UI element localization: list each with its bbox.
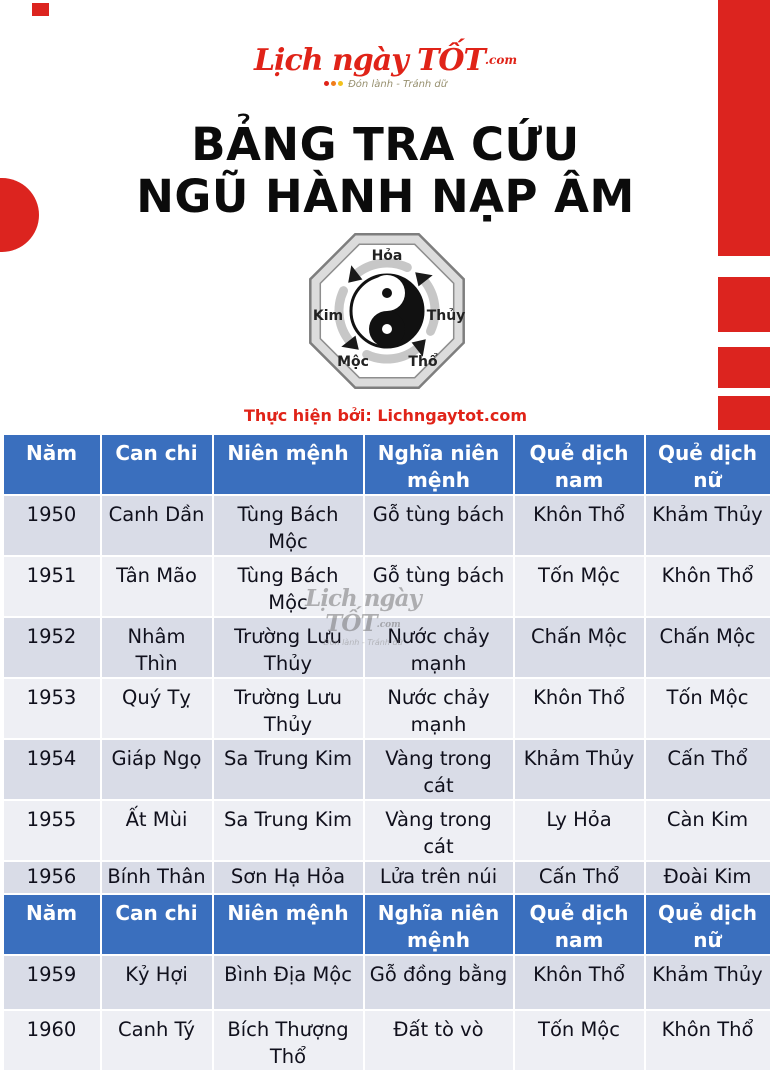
col-header-nghia: Nghĩa niên mệnh	[364, 434, 514, 495]
cell-nienmenh: Trường Lưu Thủy	[213, 617, 364, 678]
cell-nienmenh: Tùng Bách Mộc	[213, 556, 364, 617]
cell-nienmenh: Bình Địa Mộc	[213, 955, 364, 1010]
table-row-1956	[3, 861, 771, 894]
cell-quedich-nu: Khảm Thủy	[645, 955, 771, 1010]
cell-quedich-nu: Khảm Thủy	[645, 495, 771, 556]
cell-quedich-nam: Tốn Mộc	[514, 556, 645, 617]
logo-domain-suffix: .com	[485, 53, 517, 67]
table-row-1951	[3, 556, 771, 617]
octagon-yinyang-icon	[302, 226, 472, 396]
cell-canchi: Ất Mùi	[101, 800, 213, 861]
cell-quedich-nam: Chấn Mộc	[514, 617, 645, 678]
cell-canchi: Canh Tý	[101, 1010, 213, 1071]
cell-year: 1953	[3, 678, 101, 739]
watermark-tagline: Đón lành - Tránh dữ	[296, 638, 431, 648]
red-mark-top-left	[32, 3, 49, 16]
label-tho: Thổ	[408, 353, 438, 370]
col-header-canchi: Can chi	[101, 434, 213, 495]
col-header-nghia: Nghĩa niên mệnh	[364, 894, 514, 955]
table-row-1953	[3, 678, 771, 739]
cell-nghia: Lửa trên núi	[364, 861, 514, 894]
cell-year: 1955	[3, 800, 101, 861]
cell-year: 1952	[3, 617, 101, 678]
table-row-1952	[3, 617, 771, 678]
col-header-nam: Năm	[3, 894, 101, 955]
credit-line: Thực hiện bởi: Lichngaytot.com	[2, 406, 770, 426]
table-row-1955	[3, 800, 771, 861]
col-header-nienmenh: Niên mệnh	[213, 894, 364, 955]
page-title-line2: NGŨ HÀNH NẠP ÂM	[2, 171, 770, 223]
col-header-quedich-nam: Quẻ dịch nam	[514, 894, 645, 955]
cell-canchi: Nhâm Thìn	[101, 617, 213, 678]
cell-nienmenh: Trường Lưu Thủy	[213, 678, 364, 739]
cell-quedich-nam: Khảm Thủy	[514, 739, 645, 800]
table-header-row-2	[3, 894, 771, 955]
cell-quedich-nu: Chấn Mộc	[645, 617, 771, 678]
cell-year: 1956	[3, 861, 101, 894]
watermark-name: Lịch ngày TỐT	[305, 585, 421, 637]
cell-year: 1960	[3, 1010, 101, 1071]
col-header-quedich-nu: Quẻ dịch nữ	[645, 434, 771, 495]
cell-nghia: Gỗ đồng bằng	[364, 955, 514, 1010]
red-square-right-1	[718, 277, 770, 332]
five-elements-diagram	[302, 226, 472, 396]
cell-nghia: Đất tò vò	[364, 1010, 514, 1071]
cell-quedich-nam: Khôn Thổ	[514, 678, 645, 739]
site-logo	[2, 44, 770, 91]
cell-nghia: Vàng trong cát	[364, 800, 514, 861]
red-square-right-2	[718, 347, 770, 388]
cell-quedich-nam: Ly Hỏa	[514, 800, 645, 861]
label-kim: Kim	[312, 308, 342, 324]
document-page	[2, 0, 770, 1024]
cell-canchi: Tân Mão	[101, 556, 213, 617]
tagline-text: Đón lành - Tránh dữ	[348, 79, 447, 90]
cell-nienmenh: Tùng Bách Mộc	[213, 495, 364, 556]
table-row-1954	[3, 739, 771, 800]
cell-quedich-nu: Tốn Mộc	[645, 678, 771, 739]
tagline-dot-red	[324, 81, 329, 86]
cell-nghia: Gỗ tùng bách	[364, 495, 514, 556]
cell-quedich-nu: Cấn Thổ	[645, 739, 771, 800]
cell-quedich-nam: Tốn Mộc	[514, 1010, 645, 1071]
col-header-nienmenh: Niên mệnh	[213, 434, 364, 495]
cell-nghia: Nước chảy mạnh	[364, 678, 514, 739]
logo-name: Lịch ngày TỐT	[254, 43, 485, 78]
label-thuy: Thủy	[426, 308, 465, 324]
cell-canchi: Bính Thân	[101, 861, 213, 894]
cell-nienmenh: Sơn Hạ Hỏa	[213, 861, 364, 894]
col-header-canchi: Can chi	[101, 894, 213, 955]
cell-quedich-nam: Khôn Thổ	[514, 955, 645, 1010]
cell-nghia: Vàng trong cát	[364, 739, 514, 800]
cell-year: 1959	[3, 955, 101, 1010]
col-header-quedich-nam: Quẻ dịch nam	[514, 434, 645, 495]
table-row-1959	[3, 955, 771, 1010]
cell-canchi: Giáp Ngọ	[101, 739, 213, 800]
cell-quedich-nu: Càn Kim	[645, 800, 771, 861]
napam-lookup-table	[2, 433, 771, 1072]
logo-text	[2, 44, 770, 77]
table-row-1950	[3, 495, 771, 556]
cell-nienmenh: Bích Thượng Thổ	[213, 1010, 364, 1071]
tagline-dot-orange	[331, 81, 336, 86]
label-moc: Mộc	[337, 354, 369, 370]
yin-yang-icon	[351, 275, 423, 347]
label-hoa: Hỏa	[371, 248, 402, 264]
col-header-nam: Năm	[3, 434, 101, 495]
cell-canchi: Canh Dần	[101, 495, 213, 556]
table-header-row-1	[3, 434, 771, 495]
cell-quedich-nu: Khôn Thổ	[645, 1010, 771, 1071]
cell-year: 1951	[3, 556, 101, 617]
cell-nienmenh: Sa Trung Kim	[213, 800, 364, 861]
col-header-quedich-nu: Quẻ dịch nữ	[645, 894, 771, 955]
cell-nghia: Gỗ tùng bách	[364, 556, 514, 617]
logo-tagline	[2, 79, 770, 91]
cell-quedich-nam: Cấn Thổ	[514, 861, 645, 894]
page-title	[2, 119, 770, 223]
cell-nienmenh: Sa Trung Kim	[213, 739, 364, 800]
tagline-dot-yellow	[338, 81, 343, 86]
cell-quedich-nu: Đoài Kim	[645, 861, 771, 894]
cell-quedich-nam: Khôn Thổ	[514, 495, 645, 556]
watermark-suffix: .com	[377, 620, 401, 630]
cell-year: 1954	[3, 739, 101, 800]
cell-year: 1950	[3, 495, 101, 556]
cell-quedich-nu: Khôn Thổ	[645, 556, 771, 617]
page-title-line1: BẢNG TRA CỨU	[2, 119, 770, 171]
table-row-1960	[3, 1010, 771, 1071]
cell-nghia: Nước chảy mạnh	[364, 617, 514, 678]
cell-canchi: Kỷ Hợi	[101, 955, 213, 1010]
cell-canchi: Quý Tỵ	[101, 678, 213, 739]
